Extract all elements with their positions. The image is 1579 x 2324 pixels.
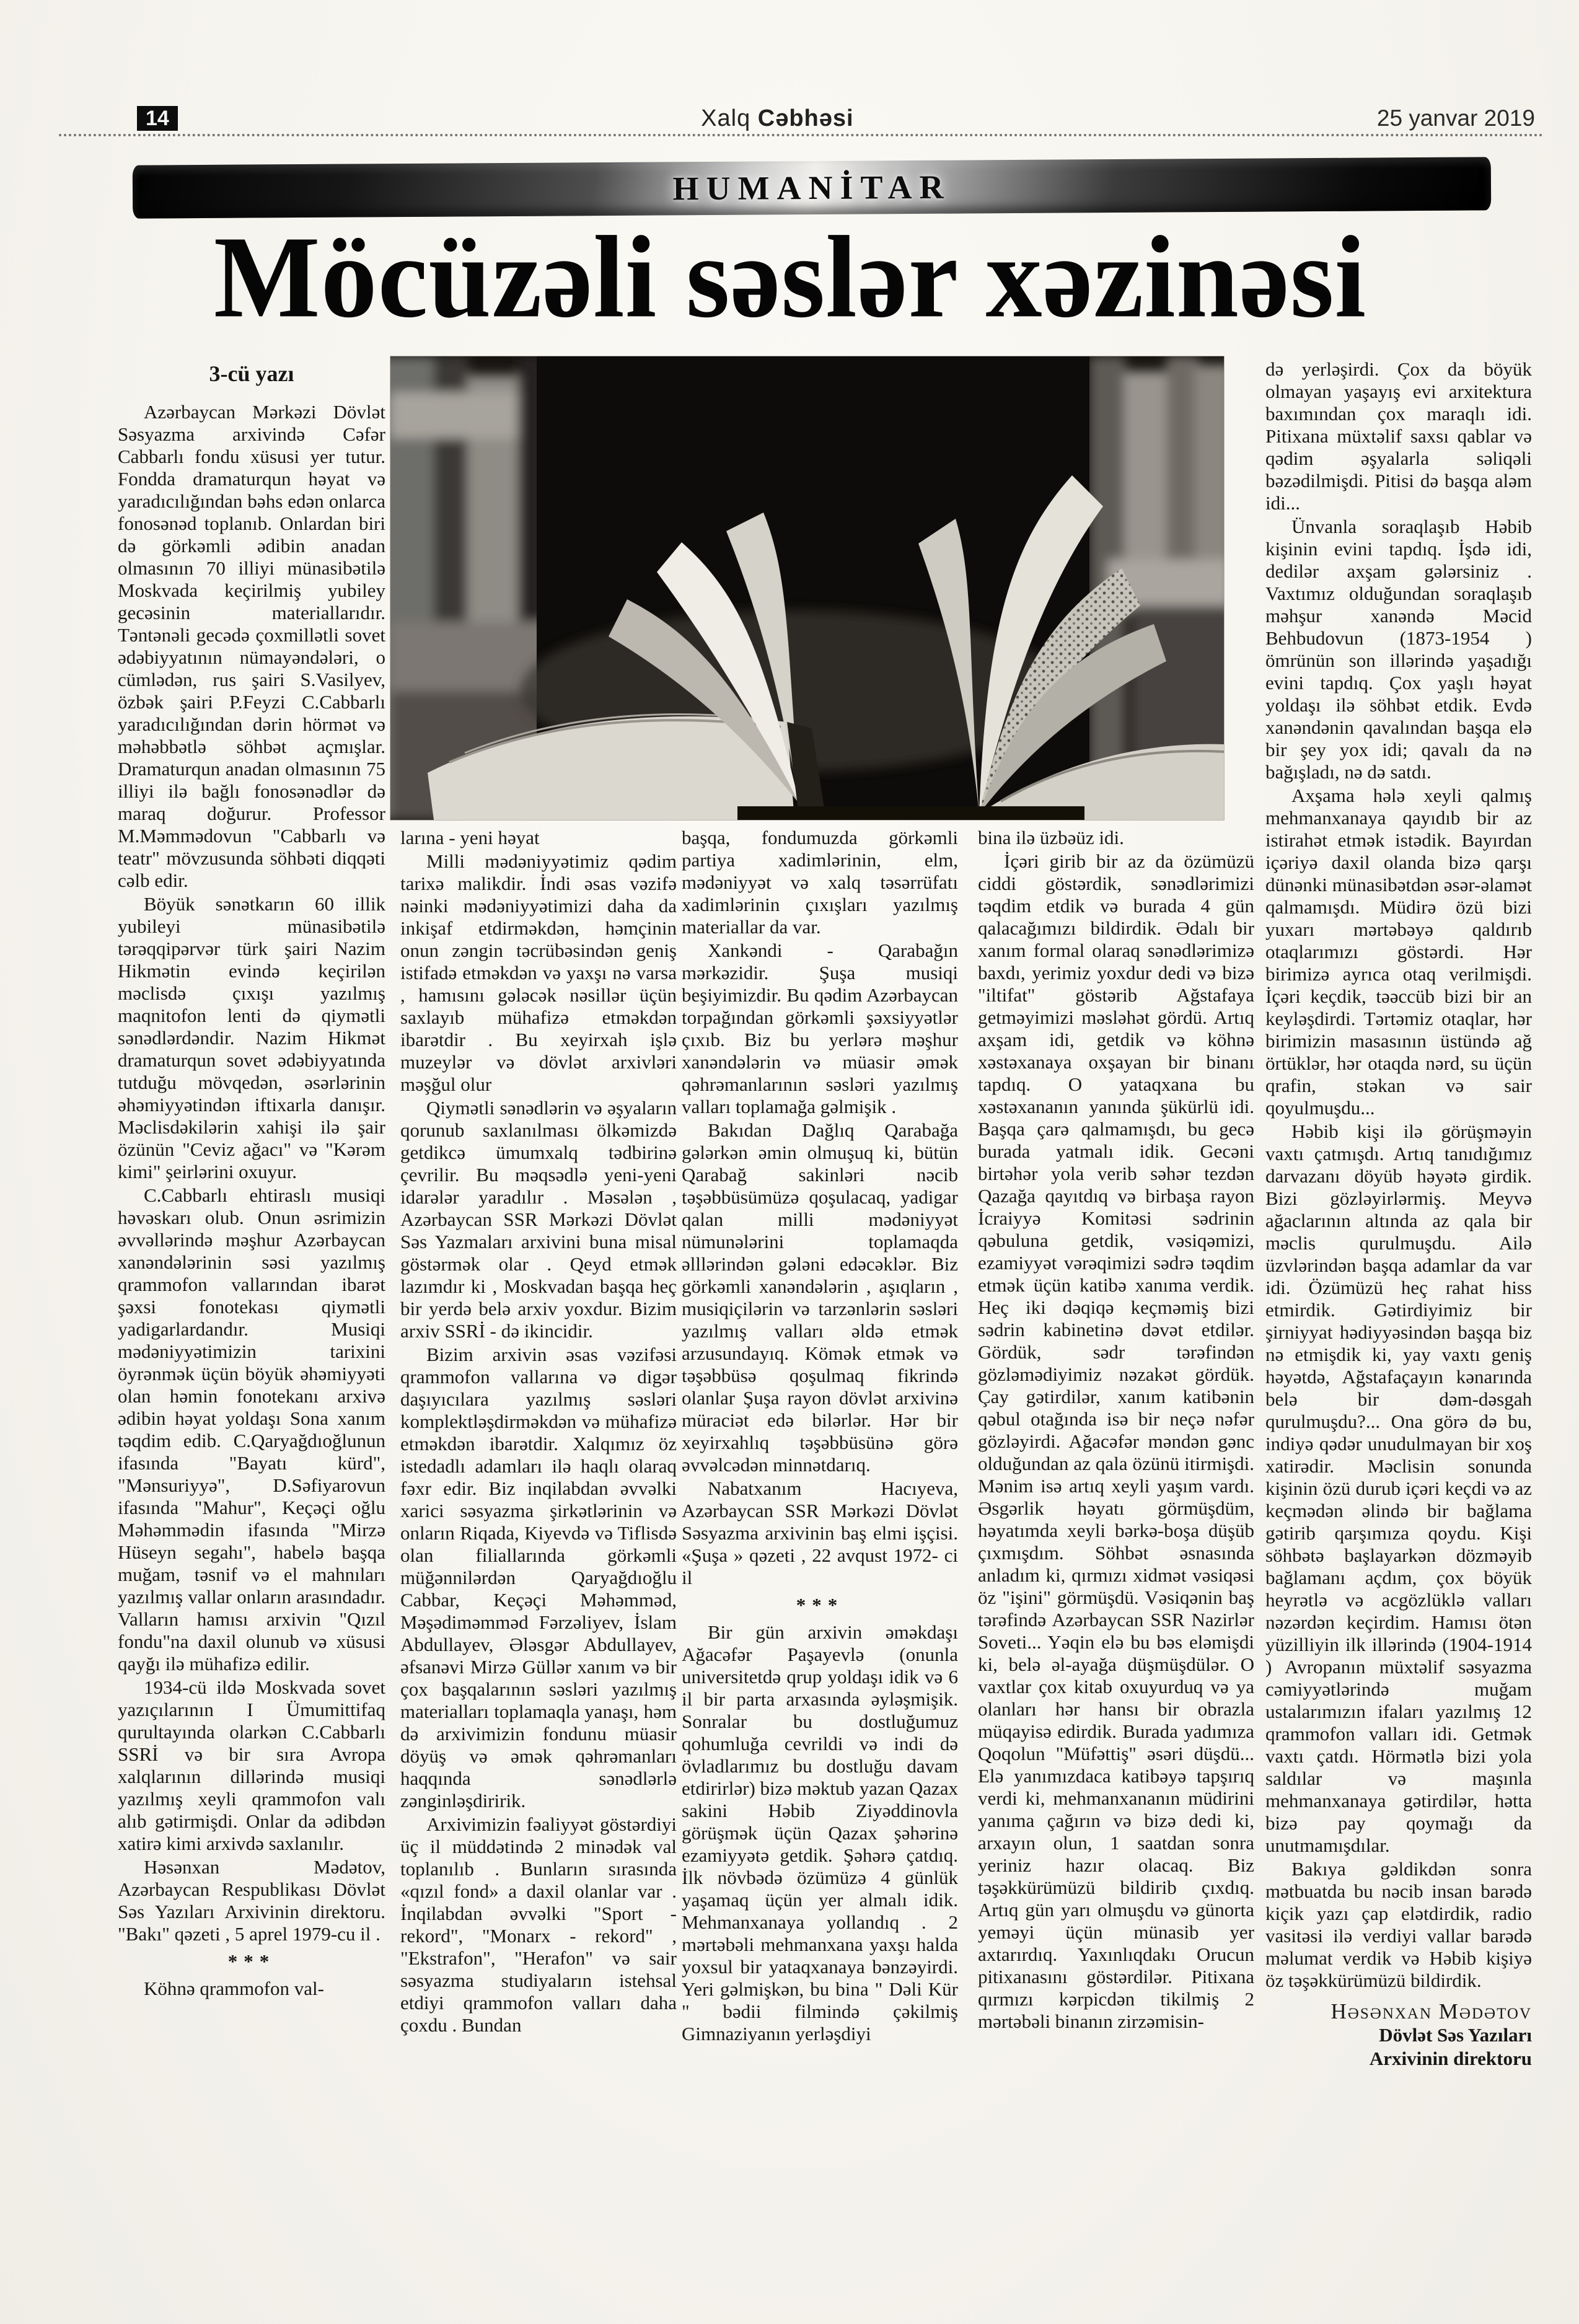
- headline: Möcüzəli səslər xəzinəsi: [213, 212, 1367, 343]
- paragraph: İçəri girib bir az da özümüzü ciddi göstərdik, sənədlərimizi təqdim etdik və burada 4 gün qalacağımızı bildirdik. Ədalı bir xanım formal olaraq sənədlərimizə baxdı, yerimiz yoxdur dedi və bizə "iltifat" göstərib Ağstafaya getməyimizi məsləhət gördü. Artıq axşam idi, getdik və köhnə xəstəxanaya oxşayan bir binanı tapdıq. O yataqxana bu xəstəxananın yanında şükürlü idi. Başqa çarə qalmamışdı, bu gecə burada yatmalı idik. Gecəni birtəhər yola verib səhər tezdən Qazağa qayıtdıq və birbaşa rayon İcraiyyə Komitəsi sədrinin qəbuluna getdik, vəsiqəmizi, ezamiyyət vərəqimizi sədrə təqdim etmək üçün katibə xanıma verdik. Heç iki dəqiqə keçməmiş bizi sədrin kabinetinə dəvət etdilər. Gördük, sədr tərəfindən gözləmədiyimiz nəzakət gördük. Çay gətirdilər, xanım katibənin qəbul otağında isə bir neçə nəfər gözləyirdi. Ağacəfər məndən gənc olduğundan az qala özünü itirmişdi. Mənim isə artıq xeyli yaşım vardı. Əsgərlik həyatı görmüşdüm, həyatımda xeyli bərkə-boşa düşüb çıxmışdım. Söhbət əsnasında anladım ki, qırmızı xidmət vəsiqəsi öz "işini" görmüşdü. Vəsiqənin baş tərəfində Azərbaycan SSR Nazirlər Soveti... Yəqin elə bu bəs eləmişdi ki, belə əl-ayağa düşmüşdülər. O vaxtlar çox kitab oxuyurduq və ya olanları hər hansı bir obrazla müqayisə edirdik. Burada yadımıza Qoqolun "Müfəttiş" əsəri düşdü... Elə yanımızdaca katibəyə tapşırıq verdi ki, mehmanxananın müdirini yanıma çağırın və bizə dedi ki, arxayın olun, 1 saatdan sonra yeriniz hazır olacaq. Biz təşəkkürümüzü bildirib çıxdıq. Artıq gün yarı olmuşdu və günorta yeməyi üçün münasib yer axtarırdıq. Yaxınlıqdakı Orucun pitixanasını göstərdilər. Pitixana qırmızı kərpicdən tikilmiş 2 mərtəbəli binanın zirzəmisin-: [978, 850, 1254, 2032]
- paragraph: Böyük sənətkarın 60 illik yubileyi münasibətilə tərəqqipərvər türk şairi Nazim Hikmətin evində keçirilən məclisdə çıxışı yazılmış maqnitofon lenti də qiymətli sənədlərdəndir. Nazim Hikmət dramaturqun sovet ədəbiyyatında tutduğu mövqedən, əsərlərinin əhəmiyyətindən iftixarla danışır. Məclisdəkilərin xahişi ilə şair özünün "Ceviz ağacı" və "Kərəm kimi" şeirlərini oxuyur.: [118, 893, 385, 1182]
- page-header: [59, 104, 1539, 133]
- paragraph: başqa, fondumuzda görkəmli partiya xadimlərinin, elm, mədəniyyət və xalq təsərrüfatı xadimlərinin çıxışları yazılmış materiallar da var.: [682, 827, 958, 938]
- paragraph: Qiymətli sənədlərin və əşyaların qorunub saxlanılması ölkəmizdə getdikcə ümumxalq tədbirinə çevrilir. Bu məqsədlə yeni-yeni idarələr yaradılır . Məsələn , Azərbaycan SSR Mərkəzi Dövlət Səs Yazmaları arxivini buna misal göstərmək olar . Qeyd etmək lazımdır ki , Moskvadan başqa heç bir yerdə belə arxiv yoxdur. Bizim arxiv SSRİ - də ikincidir.: [400, 1097, 677, 1342]
- paragraph: Azərbaycan Mərkəzi Dövlət Səsyazma arxivində Cəfər Cabbarlı fondu xüsusi yer tutur. Fondda dramaturqun həyat və yaradıcılığından bəhs edən onlarca fonosənəd toplanıb. Onlardan biri də görkəmli ədibin anadan olmasının 70 illiyi münasibətilə Moskvada keçirilmiş yubiley gecəsinin materiallarıdır. Təntənəli gecədə çoxmillətli sovet ədəbiyyatının nümayəndələri, o cümlədən, rus şairi S.Vasilyev, özbək şairi P.Feyzi C.Cabbarlı yaradıcılığından dərin hörmət və məhəbbətlə söhbət açmışlar. Dramaturqun anadan olmasının 75 illiyi ilə bağlı fonosənədlər də maraq doğurur. Professor M.Məmmədovun "Cabbarlı və teatr" mövzusunda söhbəti diqqəti cəlb edir.: [118, 401, 385, 891]
- issue-date: 25 yanvar 2019: [1376, 105, 1535, 131]
- paragraph: Milli mədəniyyətimiz qədim tarixə malikdir. İndi əsas vəzifə nəinki mədəniyyətimizi daha da inkişaf etdirməkdən, həmçinin onun zəngin təcrübəsindən geniş istifadə etməkdən və yaxşı nə varsa , hamısını gələcək nəsillər üçün saxlayıb mühafizə etməkdən ibarətdir . Bu xeyirxah işlə muzeylər və dövlət arxivləri məşğul olur: [400, 850, 677, 1095]
- signature-line: Həsənxan Mədətov: [1330, 1999, 1532, 2023]
- paragraph: Axşama hələ xeyli qalmış mehmanxanaya qayıdıb bir az istirahət etmək istədik. Bayırdan içəriyə daxil olanda bizə qarşı dünənki münasibətdən əsər-əlamət qalmamışdı. Müdirə özü bizi yuxarı mərtəbəyə qaldırıb otaqlarımızı göstərdi. Hər birimizə ayrıca otaq verilmişdi. İçəri keçdik, təəccüb bizi bir an keyləşdirdi. Tərtəmiz otaqlar, hər birimizin masasının üstündə ağ örtüklər, hər otaqda nərd, su üçün qrafin, stəkan və sair qoyulmuşdu...: [1265, 785, 1532, 1119]
- paragraph: Bakıdan Dağlıq Qarabağa gələrkən əmin olmuşuq ki, bütün Qarabağ sakinləri nəcib təşəbbüsümüzə qoşulacaq, yadigar qalan milli mədəniyyət nümunələrini toplamaqda əlllərindən gələni edəcəklər. Biz görkəmli xanəndələrin , aşıqların , musiqiçilərin və tarzənlərin səsləri yazılmış valları əldə etmək arzusundayıq. Kömək etmək və təşəbbüsə qoşulmaq fikrində olanlar Şuşa rayon dövlət arxivinə müraciət edə bilərlər. Hər bir xeyirxahlıq təşəbbüsünə görə əvvəlcədən minnətdarıq.: [682, 1119, 958, 1476]
- paragraph: Bizim arxivin əsas vəzifəsi qrammofon vallarına və digər daşıyıcılara yazılmış səsləri komplektləşdirməkdən və mühafizə etməkdən ibarətdir. Xalqımız öz istedadlı adamları ilə haqlı olaraq fəxr edir. Biz inqilabdan əvvəlki xarici səsyazma şirkətlərinin və onların Riqada, Kiyevdə və Tiflisdə olan filiallarında görkəmli müğənnilərdən Qaryağdıoğlu Cabbar, Keçəçi Məhəmməd, Məşədiməmməd Fərzəliyev, İslam Abdullayev, Ələsgər Abdullayev, əfsanəvi Mirzə Güllər xanım və bir çox başqalarının səsləri yazılmış materialları toplamaqla yanaşı, həm də arxivimizin fondunu müasir döyüş və əmək qəhrəmanları haqqında sənədlərlə zənginləşdiririk.: [400, 1344, 677, 1811]
- article-photo: [390, 356, 1224, 820]
- open-book-illustration: [390, 356, 1224, 820]
- signature-line: Dövlət Səs Yazıları: [1379, 2024, 1532, 2046]
- paragraph: bina ilə üzbəüz idi.: [978, 827, 1124, 848]
- paragraph: Həbib kişi ilə görüşməyin vaxtı çatmışdı. Artıq tanıdığımız darvazanı döyüb həyətə girdik. Bizi gözləyirlərmiş. Meyvə ağaclarının altında az qala bir məclis qurulmuşdu. Ailə üzvlərindən başqa adamlar da var idi. Özümüzü heç rahat hiss etmirdik. Gətirdiyimiz bir şirniyyat hədiyyəsindən başqa biz nə etmişdik ki, yay vaxtı geniş həyətdə, Ağstafaçayın kənarında belə bir dəm-dəsgah qurulmuşdu?... Ona görə də bu, indiyə qədər unudulmayan bir xoş xatirədir. Məclisin sonunda kişinin özü durub içəri keçdi və az keçmədən əlində bir bağlama gətirib qarşımıza qoydu. Kişi söhbətə başlayarkən dözməyib bağlamanı açdım, çox böyük heyrətlə və acgözlüklə valları nəzərdən keçirdim. Hamısı ötən yüzilliyin ilk illərində (1904-1914 ) Avropanın müxtəlif səsyazma cəmiyyətlərində muğam ustalarımızın ifaları yazılmış 12 qrammofon valları idi. Getmək vaxtı çatdı. Hörmətlə bizi yola saldılar və maşınla mehmanxanaya gətirdilər, hətta bizə pay qoymağı da unutmamışdılar.: [1265, 1120, 1532, 1856]
- header-rule: [59, 134, 1544, 136]
- paragraph: Köhnə qrammofon val-: [144, 1978, 324, 1999]
- paragraph: Ünvanla soraqlaşıb Həbib kişinin evini tapdıq. İşdə idi, dedilər axşam gələrsiniz . Vaxtımız olduğundan soraqlaşıb məhşur xanəndə Məcid Behbudovun (1873-1954 ) ömrünün son illərində yaşadığı evini tapdıq. Çox yaşlı həyat yoldaşı ilə söhbət etdik. Evdə xanəndənin qavalından başqa elə bir şey yox idi; qavalı da nə bağışladı, nə də satdı.: [1265, 516, 1532, 783]
- paragraph: Həsənxan Mədətov, Azərbaycan Respublikası Dövlət Səs Yazıları Arxivinin direktoru. "Bakı" qəzeti , 5 aprel 1979-cu il .: [118, 1856, 385, 1945]
- section-banner: [133, 157, 1491, 218]
- text-column-1: [118, 363, 385, 2001]
- section-banner-label: HUMANİTAR: [672, 168, 951, 208]
- section-separator: ***: [796, 1594, 844, 1616]
- paragraph: 1934-cü ildə Moskvada sovet yazıçılarının I Ümumittifaq qurultayında olarkən C.Cabbarlı SSRİ və bir sıra Avropa xalqlarının dillərində musiqi yazılmış xeyli qrammofon valı alıb gətirmişdi. Onlar da ədibdən xatirə kimi arxivdə saxlanılır.: [118, 1676, 385, 1854]
- signature-line: Arxivinin direktoru: [1369, 2048, 1532, 2069]
- paragraph: C.Cabbarlı ehtiraslı musiqi həvəskarı olub. Onun əsrimizin əvvəllərində məşhur Azərbaycan xanəndələrinin səsi yazılmış qrammofon vallarından ibarət şəxsi fonotekası qiymətli yadigarlardandır. Musiqi mədəniyyətimizin tarixini öyrənmək üçün böyük əhəmiyyəti olan həmin fonotekanı arxivə ədibin həyat yoldaşı Sona xanım təqdim edib. C.Qaryağdıoğlunun ifasında "Bayatı kürd", "Mənsuriyyə", D.Səfiyarovun ifasında "Mahur", Keçəçi oğlu Məhəmmədin ifasında "Mirzə Hüseyn segahı", habelə başqa muğam, təsnif və el mahnıları yazılmış vallar onların arasındadır. Valların hamısı arxivin "Qızıl fondu"na daxil olunub və xüsusi qayğı ilə mühafizə edilir.: [118, 1184, 385, 1675]
- masthead-regular: Xalq: [701, 105, 758, 131]
- page-number: 14: [137, 106, 178, 131]
- paragraph: Bakıya gəldikdən sonra mətbuatda bu nəcib insan barədə kiçik yazı çap elətdirdik, radio vasitəsi ilə verdiyi vallar barədə məlumat verdik və Həbib kişiyə öz təşəkkürümüzü bildirdik.: [1265, 1858, 1532, 1991]
- text-column-3: [682, 827, 958, 2046]
- paragraph: Xankəndi - Qarabağın mərkəzidir. Şuşa musiqi beşiyimizdir. Bu qədim Azərbaycan torpağından görkəmli şəxsiyyətlər çıxıb. Biz bu yerlərə məşhur xanəndələrin və müasir əmək qəhrəmanlarının səsləri yazılmış valları toplamağa gəlmişik .: [682, 940, 958, 1117]
- paragraph: larına - yeni həyat: [400, 827, 540, 848]
- paragraph: Arxivimizin fəaliyyət göstərdiyi üç il müddətində 2 minədək val toplanılıb . Bunların sırasında «qızıl fond» a daxil olanlar var . İnqilabdan əvvəlki "Sport - rekord", "Monarx - rekord" , "Ekstrafon", "Herafon" və sair səsyazma studiyaların istehsal etdiyi qrammofon valları daha çoxdu . Bundan: [400, 1813, 677, 2036]
- column-1-paragraphs: [118, 401, 385, 2000]
- paragraph: Bir gün arxivin əməkdaşı Ağacəfər Paşayevlə (onunla universitetdə qrup yoldaşı idik və 6 il bir parta arxasında əyləşmişik. Sonralar bu dostluğumuz qohumluğa cevrildi və indi də övladlarımız bu dostluğu davam etdirirlər) bizə məktub yazan Qazax sakini Həbib Ziyəddinovla görüşmək üçün Qazax şəhərinə ezamiyyətə getdik. Şəhərə çatdıq. İlk növbədə özümüzə 4 günlük yaşamaq üçün yer almalı idik. Mehmanxanaya yollandıq . 2 mərtəbəli mehmanxana yaxşı halda yoxsul bir yataqxanaya bənzəyirdi. Yeri gəlmişkən, bu bina " Dəli Kür " bədii filmində çəkilmiş Gimnaziyanın yerləşdiyi: [682, 1621, 958, 2045]
- paragraph: Nabatxanım Hacıyeva, Azərbaycan SSR Mərkəzi Dövlət Səsyazma arxivinin baş elmi işçisi. «Şuşa » qəzeti , 22 avqust 1972- ci il: [682, 1477, 958, 1588]
- masthead-bold: Cəbhəsi: [757, 105, 854, 131]
- kicker: 3-cü yazı: [209, 361, 294, 386]
- text-column-2: [400, 827, 677, 2038]
- paragraph: də yerləşirdi. Çox da böyük olmayan yaşayış evi arxitektura baxımından çox maraqlı idi. Pitixana müxtəlif saxsı qablar və qədim əşyalarla səliqəli bəzədilmişdi. Pitisi də başqa aləm idi...: [1265, 358, 1532, 514]
- text-column-4: [978, 827, 1254, 2034]
- text-column-5: [1265, 358, 1532, 2071]
- section-separator: ***: [227, 1950, 276, 1972]
- masthead: [701, 105, 853, 132]
